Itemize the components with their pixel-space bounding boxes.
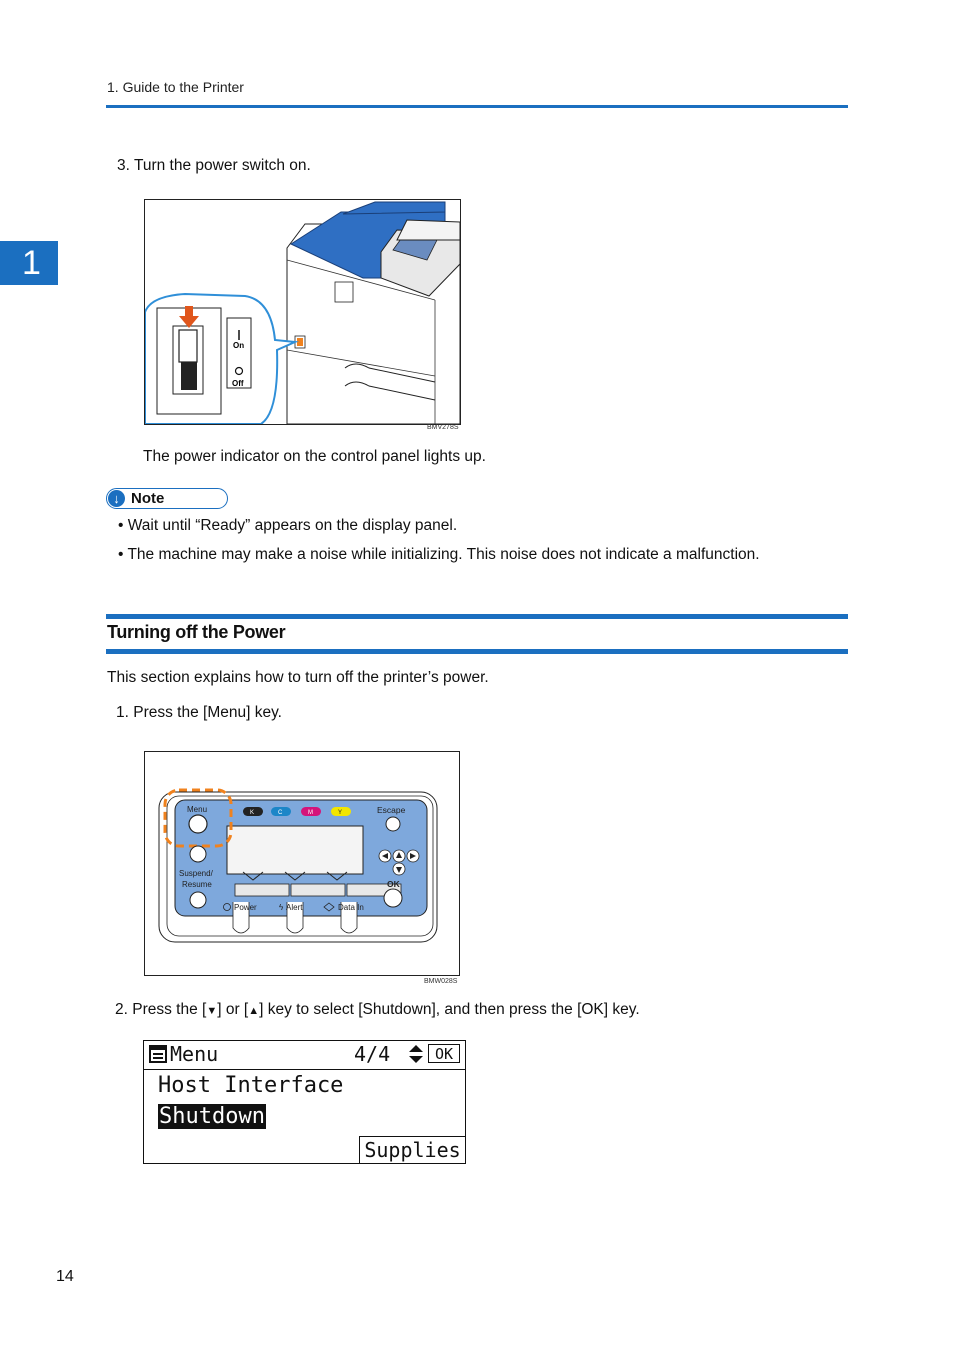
alert-indicator-label: Alert <box>286 903 303 912</box>
step-2-part-a: 2. Press the [ <box>115 1001 207 1018</box>
lcd-screen <box>143 1040 466 1164</box>
down-triangle-icon: ▼ <box>206 1005 218 1017</box>
note-bullet-text: The machine may make a noise while initializing. This noise does not indicate a malfunction. <box>127 546 760 563</box>
menu-key[interactable] <box>189 815 207 833</box>
note-badge <box>106 488 228 509</box>
figure-code-1: BMV278S <box>427 424 459 431</box>
page-number: 14 <box>56 1268 74 1285</box>
figure-code-2: BMW028S <box>424 978 458 985</box>
suspend-label: Suspend/ <box>179 869 213 878</box>
toner-m: M <box>308 810 313 816</box>
svg-text:ϟ: ϟ <box>279 903 284 912</box>
off-label: Off <box>232 379 244 388</box>
chapter-breadcrumb: 1. Guide to the Printer <box>107 79 244 95</box>
chapter-tab: 1 <box>0 241 58 285</box>
section-rule-top <box>106 614 848 619</box>
step-2-part-b: ] or [ <box>217 1001 249 1018</box>
escape-label: Escape <box>377 805 406 815</box>
lcd-ok-indicator: OK <box>428 1044 460 1063</box>
up-down-arrows-icon <box>408 1044 424 1064</box>
lcd-softkey-supplies[interactable]: Supplies <box>359 1136 465 1163</box>
section-rule-bottom <box>106 649 848 654</box>
toner-k: K <box>250 810 255 816</box>
header-rule <box>106 105 848 108</box>
menu-list-icon <box>149 1045 167 1063</box>
toner-c: C <box>278 810 283 816</box>
ok-key[interactable] <box>384 889 402 907</box>
panel-svg <box>145 752 459 975</box>
note-label: Note <box>131 490 165 507</box>
lcd-title-bar <box>144 1041 465 1070</box>
step-1-text: 1. Press the [Menu] key. <box>116 704 282 721</box>
note-bullet-text: Wait until “Ready” appears on the display panel. <box>127 517 458 534</box>
menu-key-label: Menu <box>187 805 208 814</box>
power-switch-illustration <box>144 199 461 425</box>
printer-illustration <box>145 200 460 424</box>
resume-label: Resume <box>182 880 212 889</box>
section-intro: This section explains how to turn off the printer’s power. <box>107 669 489 686</box>
data-in-indicator-label: Data In <box>338 903 364 912</box>
lcd-item-host-interface[interactable]: Host Interface <box>158 1073 344 1098</box>
section-title: Turning off the Power <box>107 622 286 642</box>
note-bullet-2: • The machine may make a noise while initializing. This noise does not indicate a malfunction. <box>118 546 760 563</box>
toner-y: Y <box>338 810 343 816</box>
suspend-resume-key[interactable] <box>190 892 206 908</box>
note-bullet-1: • Wait until “Ready” appears on the display panel. <box>118 517 458 534</box>
step-2-part-c: ] key to select [Shutdown], and then press the [OK] key. <box>259 1001 640 1018</box>
up-triangle-icon: ▲ <box>248 1005 260 1017</box>
control-panel-illustration <box>144 751 460 976</box>
step-3-text: 3. Turn the power switch on. <box>117 157 311 174</box>
lcd-page-indicator: 4/4 <box>354 1042 391 1066</box>
power-indicator-text: The power indicator on the control panel lights up. <box>143 448 486 465</box>
lcd-title: Menu <box>170 1042 219 1066</box>
escape-key[interactable] <box>386 817 400 831</box>
step-2-text <box>115 1001 640 1019</box>
ok-label: OK <box>387 879 400 889</box>
on-label: On <box>233 341 245 350</box>
power-indicator-label: Power <box>234 903 257 912</box>
down-arrow-icon: ↓ <box>108 490 125 507</box>
lcd-item-shutdown[interactable]: Shutdown <box>159 1104 265 1129</box>
